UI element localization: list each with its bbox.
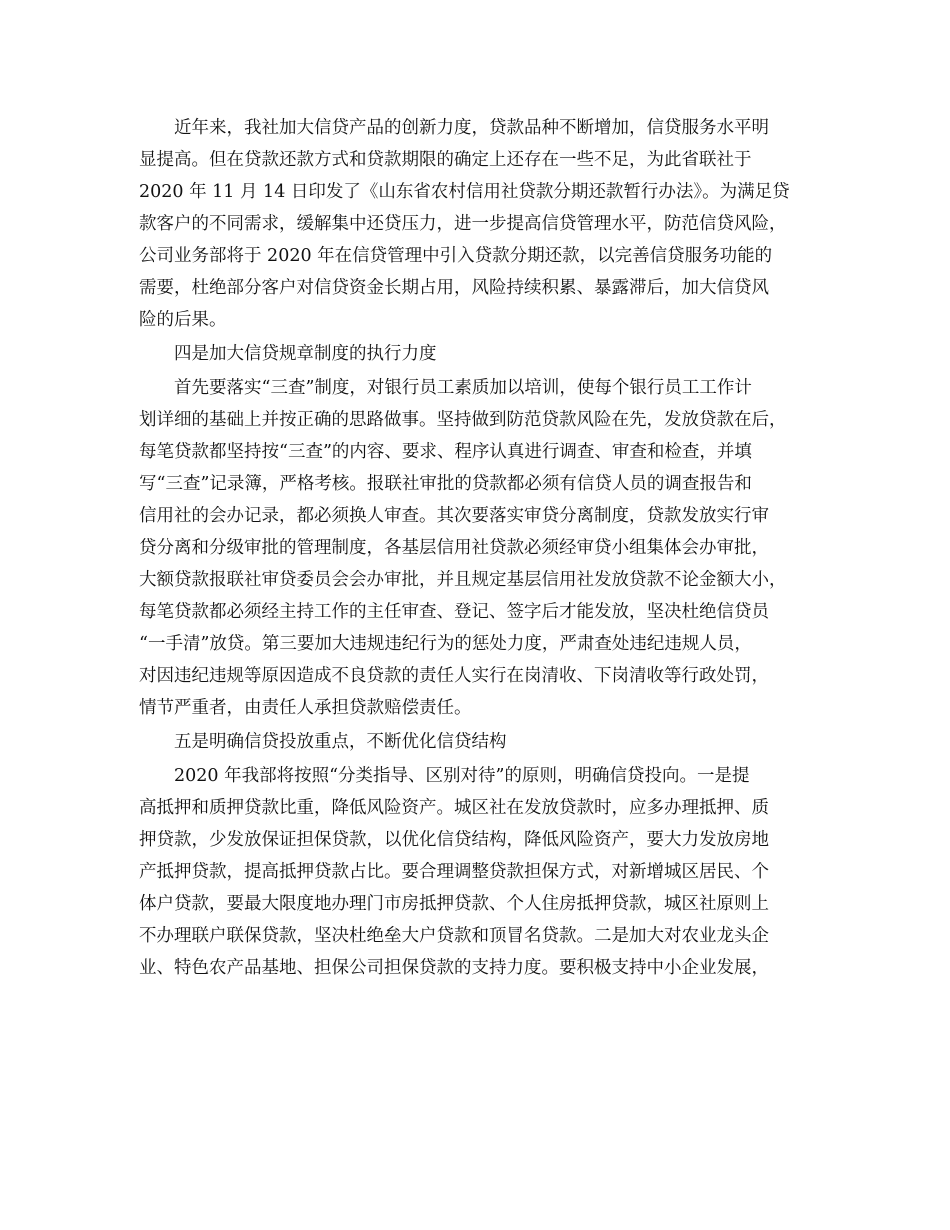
text-line: 产抵押贷款，提高抵押贷款占比。要合理调整贷款担保方式，对新增城区居民、个 (139, 862, 769, 882)
text-line: 高抵押和质押贷款比重，降低风险资产。城区社在发放贷款时，应多办理抵押、质 (139, 798, 769, 818)
text-line: 首先要落实“三查”制度，对银行员工素质加以培训，使每个银行员工工作计 (174, 378, 752, 398)
text-line: 2020 年 11 月 14 日印发了《山东省农村信用社贷款分期还款暂行办法》。为满足贷 (139, 182, 790, 202)
paragraph-credit-structure (139, 760, 829, 984)
text-line: 押贷款，少发放保证担保贷款，以优化信贷结构，降低风险资产，要大力发放房地 (139, 830, 769, 850)
text-line: 2020 年我部将按照“分类指导、区别对待”的原则，明确信贷投向。一是提 (174, 766, 750, 786)
document-body (139, 112, 829, 984)
text-line: 每笔贷款都坚持按“三查”的内容、要求、程序认真进行调查、审查和检查，并填 (139, 442, 752, 462)
text-line: 情节严重者，由责任人承担贷款赔偿责任。 (139, 698, 472, 718)
text-line: 对因违纪违规等原因造成不良贷款的责任人实行在岗清收、下岗清收等行政处罚， (139, 666, 769, 686)
text-line: 险的后果。 (139, 310, 227, 330)
text-line: 每笔贷款都必须经主持工作的主任审查、登记、签字后才能发放，坚决杜绝信贷员 (139, 602, 769, 622)
text-line: 划详细的基础上并按正确的思路做事。坚持做到防范贷款风险在先，发放贷款在后， (139, 410, 787, 430)
section-heading-four (139, 338, 829, 370)
text-line: 不办理联户联保贷款，坚决杜绝垒大户贷款和顶冒名贷款。二是加大对农业龙头企 (139, 926, 769, 946)
text-line: 公司业务部将于 2020 年在信贷管理中引入贷款分期还款，以完善信贷服务功能的 (139, 246, 773, 266)
section-heading-five (139, 726, 829, 758)
text-line: “一手清”放贷。第三要加大违规违纪行为的惩处力度，严肃查处违纪违规人员， (139, 634, 752, 654)
text-line: 信用社的会办记录，都必须换人审查。其次要落实审贷分离制度，贷款发放实行审 (139, 506, 769, 526)
text-line: 款客户的不同需求，缓解集中还贷压力，进一步提高信贷管理水平，防范信贷风险， (139, 214, 787, 234)
text-line: 近年来，我社加大信贷产品的创新力度，贷款品种不断增加，信贷服务水平明 (174, 118, 769, 138)
text-line: 贷分离和分级审批的管理制度，各基层信用社贷款必须经审贷小组集体会办审批， (139, 538, 769, 558)
heading-text: 五是明确信贷投放重点，不断优化信贷结构 (174, 732, 507, 752)
text-line: 大额贷款报联社审贷委员会会办审批，并且规定基层信用社发放贷款不论金额大小， (139, 570, 787, 590)
paragraph-three-checks (139, 372, 829, 724)
text-line: 写“三查”记录簿，严格考核。报联社审批的贷款都必须有信贷人员的调查报告和 (139, 474, 752, 494)
text-line: 需要，杜绝部分客户对信贷资金长期占用，风险持续积累、暴露滞后，加大信贷风 (139, 278, 769, 298)
text-line: 业、特色农产品基地、担保公司担保贷款的支持力度。要积极支持中小企业发展， (139, 958, 769, 978)
paragraph-installment-repayment (139, 112, 829, 336)
text-line: 体户贷款，要最大限度地办理门市房抵押贷款、个人住房抵押贷款，城区社原则上 (139, 894, 769, 914)
text-line: 显提高。但在贷款还款方式和贷款期限的确定上还存在一些不足，为此省联社于 (139, 150, 752, 170)
heading-text: 四是加大信贷规章制度的执行力度 (174, 344, 437, 364)
